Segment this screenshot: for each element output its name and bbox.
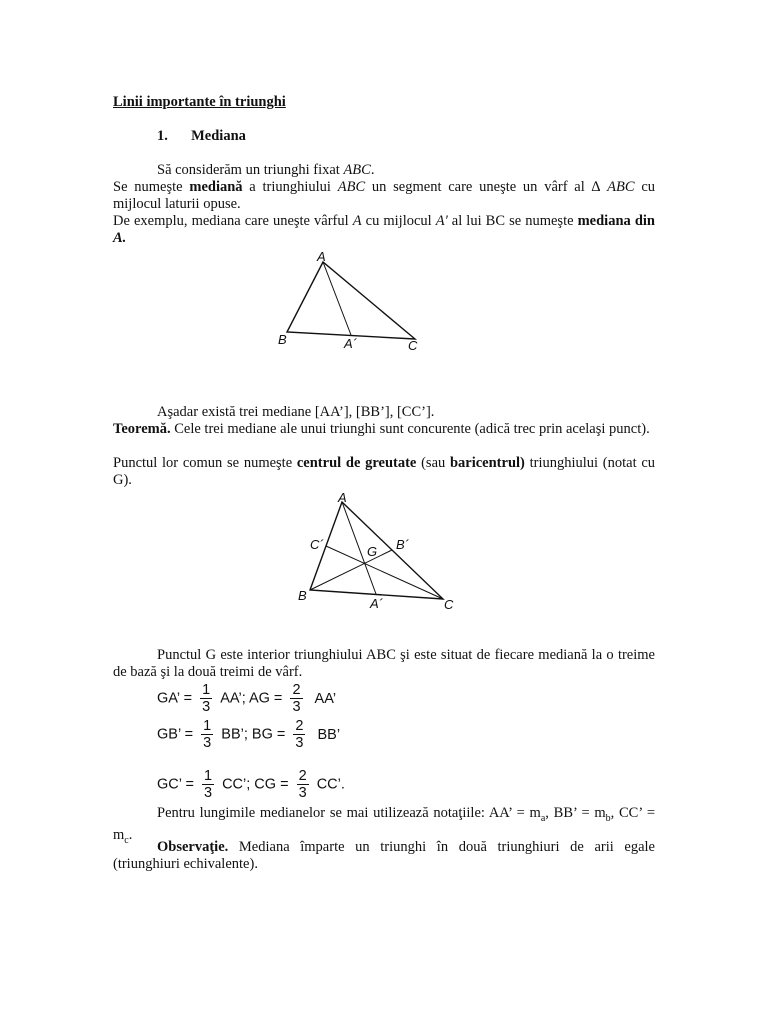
fraction-denominator: 3 <box>295 735 304 751</box>
fraction-one-third-1 <box>200 683 212 714</box>
centroid-figure <box>290 488 470 614</box>
label-g: G <box>367 544 378 559</box>
label-a-2: A <box>338 490 347 505</box>
document-title: Linii importante în triunghi <box>113 94 286 110</box>
centroid-text-1: Punctul lor comun se numeşte <box>113 455 297 471</box>
fraction-denominator: 3 <box>298 785 307 801</box>
interior-paragraph: Punctul G este interior triunghiului ABC şi este situat de fiecare mediană la o treime de bază şi la două treimi de vârf. <box>113 647 655 680</box>
centroid-text-2: (sau <box>416 455 450 471</box>
fraction-numerator: 1 <box>203 768 213 784</box>
formula-gb-lhs: GB’ = <box>157 726 194 743</box>
label-c: C <box>408 338 418 353</box>
formula-gb-mid: BB’; BG = <box>221 726 286 743</box>
fraction-denominator: 3 <box>292 699 301 715</box>
centroid-term-1: centrul de greutate <box>296 455 417 471</box>
observation-label: Observaţie. <box>157 839 229 855</box>
example-term-vertex: A. <box>113 230 127 246</box>
definition-text-1: Se numeşte <box>113 179 190 195</box>
fraction-numerator: 1 <box>202 682 211 698</box>
notation-mid-1: , BB’ = m <box>545 805 606 821</box>
formula-gc-lhs: GC’ = <box>157 776 194 793</box>
example-midpoint: A' <box>435 213 448 229</box>
notation-mid-2: , CC’ = m <box>113 805 656 843</box>
formula-gc <box>157 769 345 800</box>
notation-text: Pentru lungimile medianelor se mai utilizează notaţiile: AA’ = m <box>157 805 541 821</box>
formula-gc-mid: CC’; CG = <box>222 776 289 793</box>
triangle-abc <box>287 262 415 339</box>
notation-end: . <box>128 826 133 843</box>
theorem-text: Cele trei mediane ale unui triunghi sunt concurente (adică trec prin acelaşi punct). <box>170 421 650 437</box>
definition-term: mediană <box>189 179 243 195</box>
fraction-two-thirds-1 <box>290 683 302 714</box>
formula-gb-rhs: BB’ <box>317 726 341 743</box>
label-b-2: B <box>298 588 307 603</box>
label-a-prime-2: A´ <box>370 596 383 611</box>
observation-text: Mediana împarte un triunghi în două triunghiuri de arii egale (triunghiuri echivalente). <box>113 839 655 872</box>
notation-sub-a: a <box>540 812 546 824</box>
fraction-numerator: 2 <box>292 682 301 698</box>
intro-end: . <box>370 162 375 178</box>
fraction-numerator: 1 <box>203 718 212 734</box>
example-term: mediana din <box>577 213 655 229</box>
section-name: Mediana <box>191 128 246 144</box>
three-medians-line: Aşadar există trei mediane [AA’], [BB’], [CC’]. <box>157 404 435 420</box>
formula-gc-rhs: CC’. <box>316 776 345 793</box>
definition-paragraph <box>113 179 655 213</box>
label-c-prime: C´ <box>310 537 324 552</box>
fraction-one-third-3 <box>202 769 214 800</box>
label-b-prime: B´ <box>396 537 409 552</box>
fraction-denominator: 3 <box>202 699 211 715</box>
example-vertex: A <box>352 213 362 229</box>
intro-paragraph <box>157 162 374 179</box>
fraction-two-thirds-3 <box>297 769 309 800</box>
label-a: A <box>317 249 326 264</box>
intro-triangle: ABC <box>343 162 371 178</box>
formula-ga <box>157 683 336 714</box>
label-c-2: C <box>444 597 454 612</box>
observation-paragraph <box>113 839 655 873</box>
fraction-numerator: 2 <box>295 718 304 734</box>
definition-text-3: un segment care uneşte un vârf al ∆ <box>365 179 608 195</box>
formula-ga-mid: AA’; AG = <box>220 690 283 707</box>
notation-sub-c: c <box>124 834 129 846</box>
example-paragraph <box>113 213 655 247</box>
median-figure <box>270 248 430 356</box>
definition-triangle-1: ABC <box>337 179 366 195</box>
fraction-denominator: 3 <box>203 785 213 801</box>
centroid-term-2: baricentrul) <box>449 455 525 471</box>
definition-triangle-2: ABC <box>607 179 635 195</box>
label-b: B <box>278 332 287 347</box>
example-text-3: al lui BC se numeşte <box>447 213 578 229</box>
fraction-one-third-2 <box>201 719 213 750</box>
theorem-paragraph <box>113 421 655 438</box>
section-number: 1. <box>157 128 168 144</box>
notation-sub-b: b <box>605 812 611 824</box>
fraction-denominator: 3 <box>203 735 212 751</box>
label-a-prime: A´ <box>344 336 357 351</box>
section-heading <box>157 128 246 145</box>
formula-gb <box>157 719 340 750</box>
example-text-2: cu mijlocul <box>361 213 436 229</box>
theorem-label: Teoremă. <box>113 421 171 437</box>
definition-text-4: cu mijlocul laturii opuse. <box>113 179 656 212</box>
fraction-two-thirds-2 <box>293 719 305 750</box>
centroid-text-3: triunghiului (notat cu G). <box>113 455 656 488</box>
formula-ga-rhs: AA’ <box>314 690 337 707</box>
example-text-1: De exemplu, mediana care uneşte vârful <box>113 213 353 229</box>
fraction-numerator: 2 <box>298 768 307 784</box>
centroid-paragraph <box>113 455 655 489</box>
definition-text-2: a triunghiului <box>242 179 338 195</box>
formula-ga-lhs: GA’ = <box>157 690 193 707</box>
intro-text: Să considerăm un triunghi fixat <box>157 162 344 178</box>
